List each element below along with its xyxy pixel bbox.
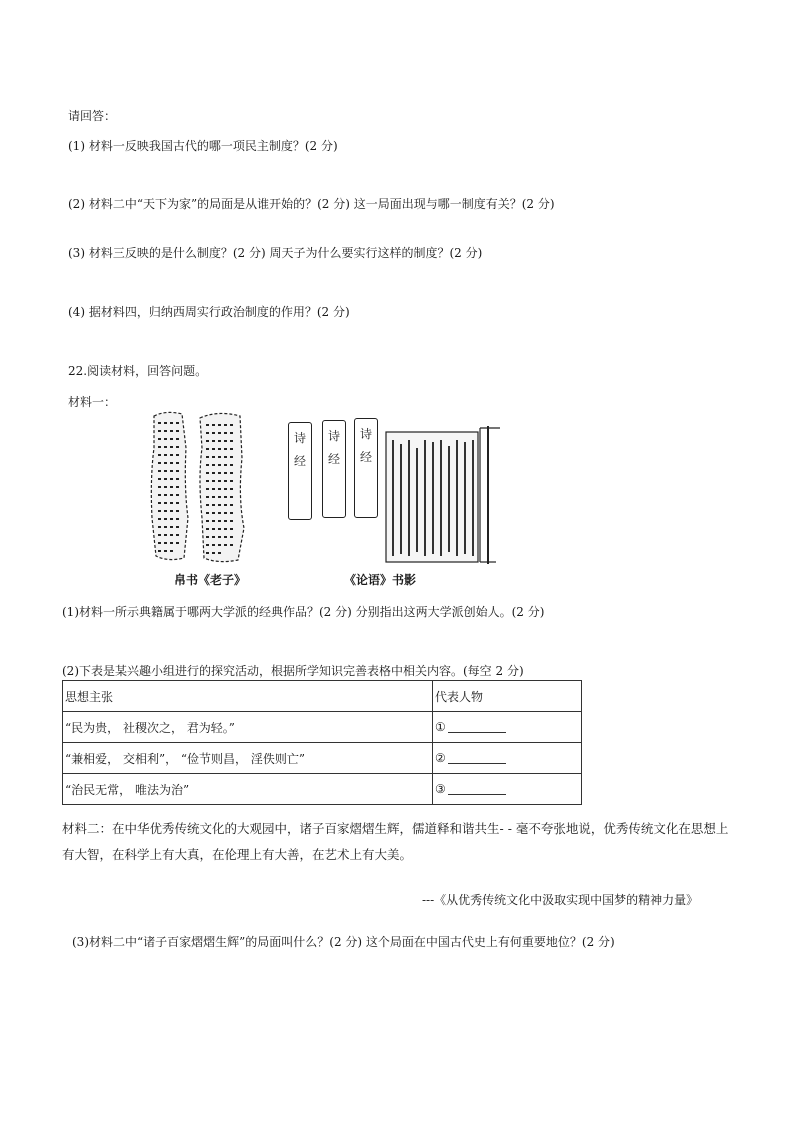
table-row (63, 743, 582, 774)
question-22-1: (1)材料一所示典籍属于哪两大学派的经典作品？(2 分) 分别指出这两大学派创始人。(2 分) (62, 605, 545, 619)
question-3: (3) 材料三反映的是什么制度？(2 分) 周天子为什么要实行这样的制度？(2 分) (68, 246, 483, 260)
silk-book-laozi-image (148, 408, 248, 563)
answer-cell (433, 743, 582, 774)
answer-blank[interactable] (448, 722, 506, 733)
answer-cell (433, 712, 582, 743)
answer-blank[interactable] (448, 784, 506, 795)
header-figure: 代表人物 (433, 681, 582, 712)
claim-cell: “民为贵， 社稷次之， 君为轻。” (63, 712, 433, 743)
caption-silk-book: 帛书《老子》 (174, 573, 247, 587)
slip-char-top: 诗 (293, 431, 306, 445)
question-22-2: (2)下表是某兴趣小组进行的探究活动，根据所学知识完善表格中相关内容。(每空 2 分) (62, 664, 524, 678)
question-22-3: (3)材料二中“诸子百家熠熠生辉”的局面叫什么？(2 分) 这个局面在中国古代史上有何重要地位？(2 分) (72, 935, 615, 949)
bamboo-slip-1 (288, 422, 312, 520)
slip-char-top: 诗 (327, 429, 340, 443)
claim-cell: “兼相爱， 交相利”， “俭节则昌， 淫佚则亡” (63, 743, 433, 774)
question-1: (1) 材料一反映我国古代的哪一项民主制度？(2 分) (68, 139, 338, 153)
bamboo-slip-2 (322, 420, 346, 518)
table-row (63, 774, 582, 805)
question-4: (4) 据材料四，归纳西周实行政治制度的作用？(2 分) (68, 305, 350, 319)
table-row (63, 712, 582, 743)
analects-book-page-image (384, 414, 504, 564)
answer-marker: ③ (435, 782, 446, 796)
answer-marker: ② (435, 751, 446, 765)
header-claim: 思想主张 (63, 681, 433, 712)
answer-blank[interactable] (448, 753, 506, 764)
material-2-source: ---《从优秀传统文化中汲取实现中国梦的精神力量》 (422, 893, 699, 907)
intro-text: 请回答： (68, 109, 117, 123)
material-2-text: 材料二：在中华优秀传统文化的大观园中，诸子百家熠熠生辉，儒道释和谐共生- - 毫不夸张地说，优秀传统文化在思想上有大智，在科学上有大真，在伦理上有大善，在艺术上有大美。 (62, 821, 729, 862)
question-2: (2) 材料二中“天下为家”的局面是从谁开始的？(2 分) 这一局面出现与哪一制度有关？(2 分) (68, 197, 555, 211)
slip-char-top: 诗 (359, 427, 372, 441)
research-table (62, 680, 582, 805)
question-22-title: 22.阅读材料，回答问题。 (68, 364, 208, 378)
bamboo-slip-3 (354, 418, 378, 518)
claim-cell: “治民无常， 唯法为治” (63, 774, 433, 805)
caption-analects: 《论语》书影 (344, 573, 417, 587)
answer-marker: ① (435, 720, 446, 734)
slip-char-bottom: 经 (359, 450, 372, 464)
material-1-label: 材料一： (68, 395, 117, 409)
slip-char-bottom: 经 (327, 452, 340, 466)
material-1-figure (148, 408, 508, 592)
table-header-row (63, 681, 582, 712)
answer-cell (433, 774, 582, 805)
slip-char-bottom: 经 (293, 454, 306, 468)
